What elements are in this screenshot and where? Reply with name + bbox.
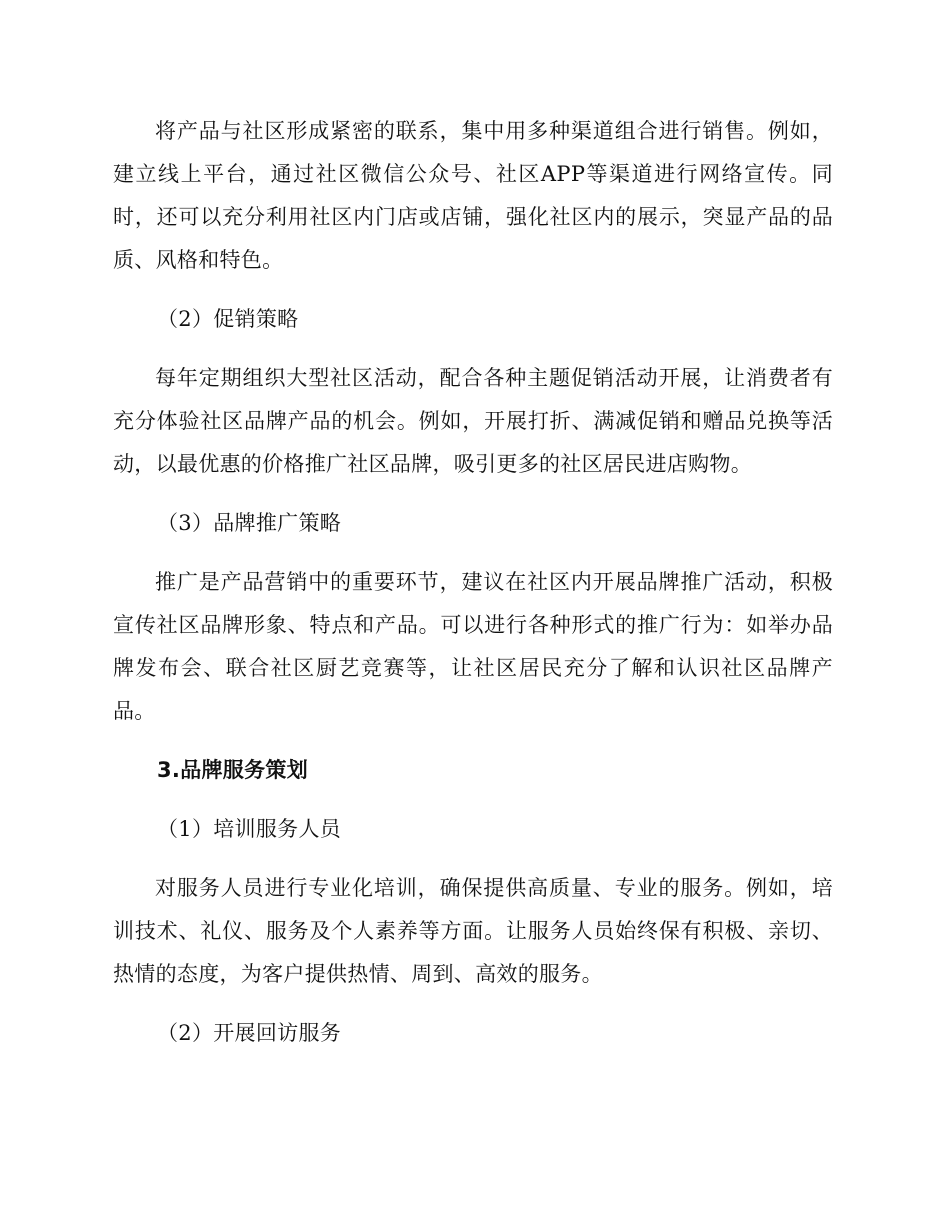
paragraph-channel-strategy: 将产品与社区形成紧密的联系，集中用多种渠道组合进行销售。例如，建立线上平台，通过社区微信公众号、社区APP等渠道进行网络宣传。同时，还可以充分利用社区内门店或店铺，强化社区内的展示，突显产品的品质、风格和特色。 — [113, 119, 833, 272]
subheading-promotion-strategy: （2）促销策略 — [157, 307, 299, 331]
subheading-follow-up-service: （2）开展回访服务 — [157, 1021, 342, 1045]
subheading-brand-promotion-strategy: （3）品牌推广策略 — [157, 511, 342, 535]
section-heading-brand-service: 3.品牌服务策划 — [157, 758, 308, 782]
paragraph-brand-promotion: 推广是产品营销中的重要环节，建议在社区内开展品牌推广活动，积极宣传社区品牌形象、特点和产品。可以进行各种形式的推广行为：如举办品牌发布会、联合社区厨艺竞赛等，让社区居民充分了解和认识社区品牌产品。 — [113, 570, 833, 723]
document-body — [113, 110, 833, 1071]
paragraph-train-staff: 对服务人员进行专业化培训，确保提供高质量、专业的服务。例如，培训技术、礼仪、服务及个人素养等方面。让服务人员始终保有积极、亲切、热情的态度，为客户提供热情、周到、高效的服务。 — [113, 876, 833, 986]
subheading-train-staff: （1）培训服务人员 — [157, 817, 342, 841]
paragraph-promotion-strategy: 每年定期组织大型社区活动，配合各种主题促销活动开展，让消费者有充分体验社区品牌产品的机会。例如，开展打折、满减促销和赠品兑换等活动，以最优惠的价格推广社区品牌，吸引更多的社区居民进店购物。 — [113, 366, 833, 476]
